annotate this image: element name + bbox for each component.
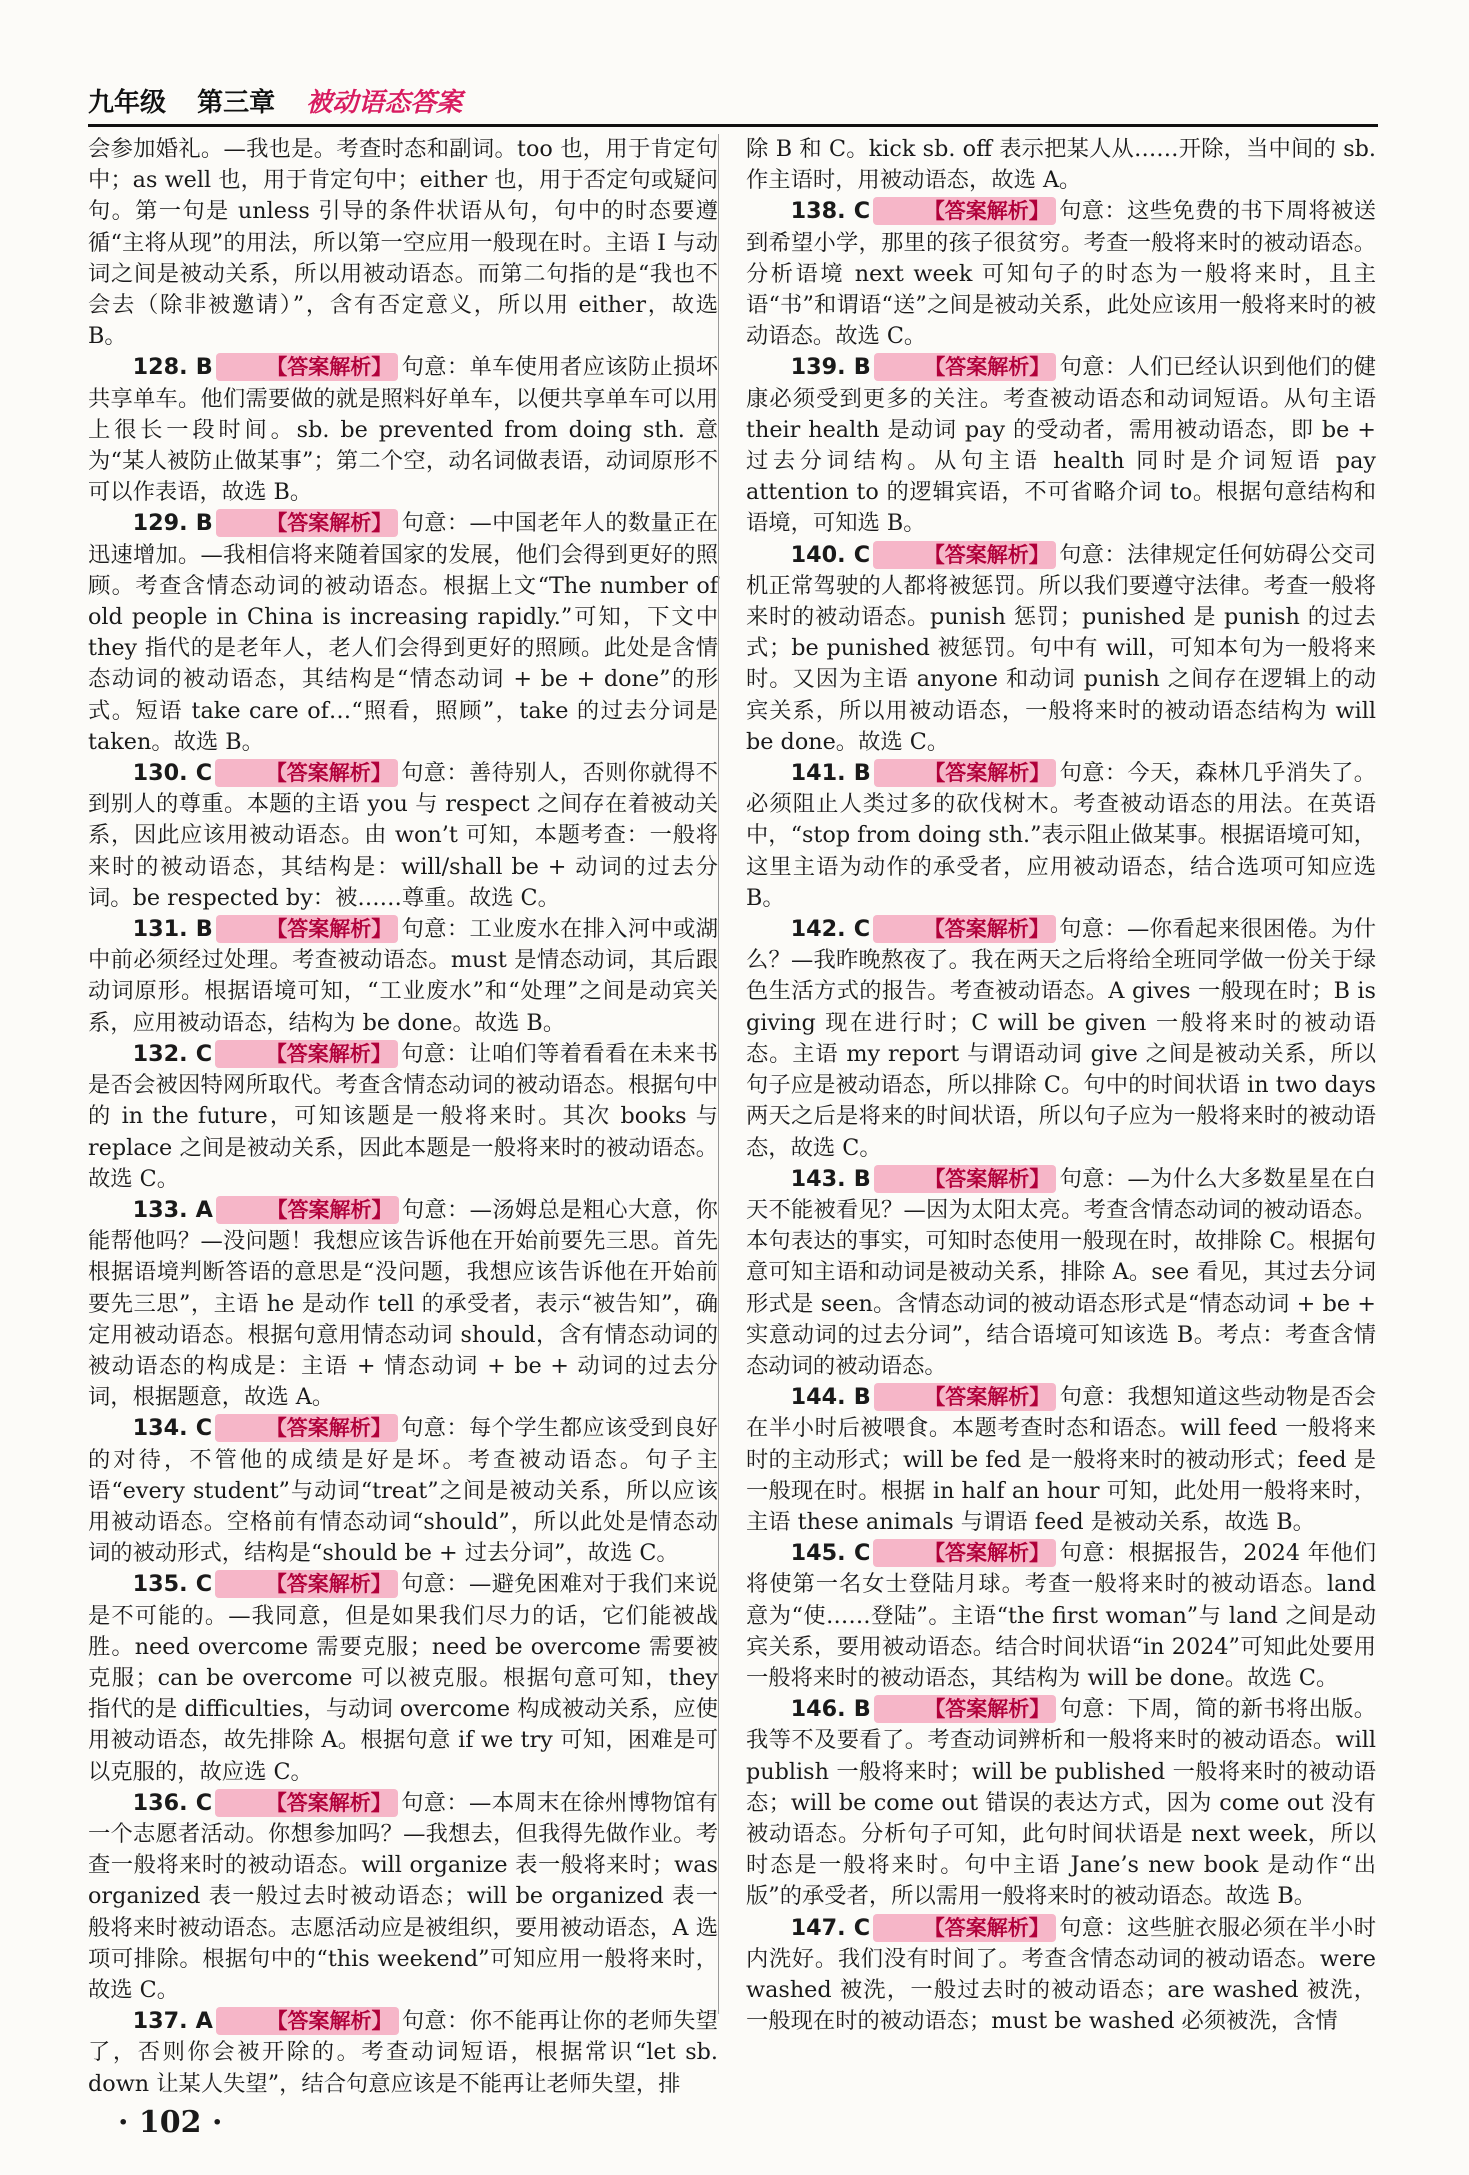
answer-analysis-tag: 【答案解析】 [873,197,1056,225]
question-number: 131. B [132,916,213,943]
answer-text: 句意：今天，森林几乎消失了。必须阻止人类过多的砍伐树木。考查被动语态的用法。在英语中，“stop from doing sth.”表示阻止做某事。根据语境可知，这里主语为动作的承受者，应用被动语态，结合选项可知应选 B。 [746,760,1376,911]
answer-text: 句意：善待别人，否则你就得不到别人的尊重。本题的主语 you 与 respect 之间存在着被动关系，因此应该用被动语态。由 won’t 可知，本题考查：一般将来时的被动语态，其结构是：will/shall be + 动词的过去分词。be respected by：被……尊重。故选 C。 [88,760,718,911]
answer-paragraph [746,540,1376,758]
answer-paragraph [88,1039,718,1195]
answer-text: 句意：工业废水在排入河中或湖中前必须经过处理。考查被动语态。must 是情态动词，其后跟动词原形。根据语境可知，“工业废水”和“处理”之间是动宾关系，应用被动语态，结构为 be done。故选 B。 [88,916,718,1036]
answer-paragraph [746,1913,1376,2038]
answer-paragraph [88,508,718,758]
answer-text: 句意：—避免困难对于我们来说是不可能的。—我同意，但是如果我们尽力的话，它们能被战胜。need overcome 需要克服；need be overcome 需要被克服；can be overcome 可以被克服。根据句意可知，they 指代的是 difficulties，与动词 overcome 构成被动关系，应使用被动语态，故先排除 A。根据句意 if we try 可知，困难是可以克服的，故应选 C。 [88,1571,718,1785]
question-number: 147. C [790,1914,871,1941]
answer-paragraph [88,134,718,352]
answer-text: 句意：每个学生都应该受到良好的对待，不管他的成绩是好是坏。考查被动语态。句子主语“every student”与动词“treat”之间是被动关系，所以应该用被动语态。空格前有情态动词“should”，所以此处是情态动词的被动形式，结构是“should be + 过去分词”，故选 C。 [88,1415,718,1567]
question-number: 140. C [790,541,871,568]
answer-analysis-tag: 【答案解析】 [215,1414,398,1442]
question-number: 141. B [790,760,871,787]
answer-text: 会参加婚礼。—我也是。考查时态和副词。too 也，用于肯定句中；as well 也，用于肯定句中；either 也，用于否定句或疑问句。第一句是 unless 引导的条件状语从句，句中的时态要遵循“主将从现”的用法，所以第一空应用一般现在时。主语 I 与动词之间是被动关系，所以用被动语态。而第二句指的是“我也不会去（除非被邀请）”，含有否定意义，所以用 either，故选 B。 [88,136,718,350]
answer-text: 句意：你不能再让你的老师失望了，否则你会被开除的。考查动词短语，根据常识“let sb. down 让某人失望”，结合句意应该是不能再让老师失望，排 [88,2008,718,2097]
answer-analysis-tag: 【答案解析】 [215,1570,398,1598]
answer-text: 句意：—汤姆总是粗心大意，你能帮他吗？—没问题！我想应该告诉他在开始前要先三思。首先根据语境判断答语的意思是“没问题，我想应该告诉他在开始前要先三思”，主语 he 是动作 tell 的承受者，表示“被告知”，确定用被动语态。根据句意用情态动词 should，含有情态动词的被动语态的构成是：主语 + 情态动词 + be + 动词的过去分词，根据题意，故选 A。 [88,1196,718,1411]
answer-paragraph [88,352,718,508]
question-number: 144. B [790,1384,871,1411]
answer-paragraph [746,914,1376,1164]
grade-label: 九年级 [88,88,167,118]
answer-paragraph [746,196,1376,352]
answer-text: 句意：我想知道这些动物是否会在半小时后被喂食。本题考查时态和语态。will feed 一般将来时的主动形式；will be fed 是一般将来时的被动形式；feed 是一般现在时。根据 in half an hour 可知，此处用一般将来时，主语 these animals 与谓语 feed 是被动关系，故选 B。 [746,1384,1376,1535]
answer-text: 句意：这些免费的书下周将被送到希望小学，那里的孩子很贫穷。考查一般将来时的被动语态。分析语境 next week 可知句子的时态为一般将来时，且主语“书”和谓语“送”之间是被动关系，此处应该用一般将来时的被动语态。故选 C。 [746,198,1376,350]
question-number: 133. A [132,1196,213,1223]
answer-text: 句意：单车使用者应该防止损坏共享单车。他们需要做的就是照料好单车，以便共享单车可以用上很长一段时间。sb. be prevented from doing sth. 意为“某人被防止做某事”；第二个空，动名词做表语，动词原形不可以作表语，故选 B。 [88,354,718,506]
answer-analysis-tag: 【答案解析】 [874,1695,1057,1723]
answer-paragraph [88,758,718,914]
question-number: 135. C [132,1571,213,1598]
question-number: 139. B [790,354,871,381]
question-number: 134. C [132,1415,213,1442]
answer-text: 除 B 和 C。kick sb. off 表示把某人从……开除，当中间的 sb. 作主语时，用被动语态，故选 A。 [746,136,1376,194]
answer-paragraph [746,352,1376,539]
answer-analysis-tag: 【答案解析】 [874,353,1057,381]
question-number: 136. C [132,1789,213,1816]
question-number: 129. B [132,510,213,537]
question-number: 137. A [132,2008,213,2035]
answer-analysis-tag: 【答案解析】 [873,1539,1056,1567]
answer-analysis-tag: 【答案解析】 [874,1383,1057,1411]
answer-paragraph [88,1413,718,1569]
answer-analysis-tag: 【答案解析】 [873,541,1056,569]
answer-text: 句意：—你看起来很困倦。为什么？—我昨晚熬夜了。我在两天之后将给全班同学做一份关于绿色生活方式的报告。考查被动语态。A gives 一般现在时；B is giving 现在进行时；C will be given 一般将来时的被动语态。主语 my report 与谓语动词 give 之间是被动关系，所以句子应是被动语态，所以排除 C。句中的时间状语 in two days 两天之后是将来的时间状语，所以句子应为一般将来时的被动语态，故选 C。 [746,916,1376,1161]
question-number: 142. C [790,916,871,943]
question-number: 145. C [790,1540,871,1567]
answer-analysis-tag: 【答案解析】 [216,2007,399,2035]
answer-paragraph [746,1382,1376,1538]
answer-paragraph [88,914,718,1039]
answer-analysis-tag: 【答案解析】 [873,1914,1056,1942]
answer-analysis-tag: 【答案解析】 [874,759,1057,787]
question-number: 132. C [132,1040,213,1067]
question-number: 146. B [790,1696,871,1723]
answer-analysis-tag: 【答案解析】 [874,1165,1057,1193]
answer-analysis-tag: 【答案解析】 [215,1789,398,1817]
page-number: · 102 · [118,2105,223,2140]
answer-text: 句意：—为什么大多数星星在白天不能被看见？—因为太阳太亮。考查含情态动词的被动语态。本句表达的事实，可知时态使用一般现在时，故排除 C。根据句意可知主语和动词是被动关系，排除 A。see 看见，其过去分词形式是 seen。含情态动词的被动语态形式是“情态动词 + be + 实意动词的过去分词”，结合语境可知该选 B。考点：考查含情态动词的被动语态。 [746,1165,1376,1379]
answer-text: 句意：—中国老年人的数量正在迅速增加。—我相信将来随着国家的发展，他们会得到更好的照顾。考查含情态动词的被动语态。根据上文“The number of old people in China is increasing rapidly.”可知，下文中 they 指代的是老年人，老人们会得到更好的照顾。此处是含情态动词的被动语态，其结构是“情态动词 + be + done”的形式。短语 take care of…“照看，照顾”，take 的过去分词是 taken。故选 B。 [88,510,718,755]
answer-text: 句意：让咱们等着看看在未来书是否会被因特网所取代。考查含情态动词的被动语态。根据句中的 in the future，可知该题是一般将来时。其次 books 与 replace 之间是被动关系，因此本题是一般将来时的被动语态。故选 C。 [88,1040,718,1192]
page-header [88,82,1378,122]
answer-analysis-tag: 【答案解析】 [216,509,399,537]
answer-text: 句意：这些脏衣服必须在半小时内洗好。我们没有时间了。考查含情态动词的被动语态。were washed 被洗，一般过去时的被动语态；are washed 被洗，一般现在时的被动语态；must be washed 必须被洗，含情 [746,1914,1376,2035]
answer-analysis-tag: 【答案解析】 [215,759,398,787]
answer-paragraph [746,1694,1376,1912]
answer-paragraph [746,1538,1376,1694]
answer-analysis-tag: 【答案解析】 [216,353,399,381]
answer-analysis-tag: 【答案解析】 [873,915,1056,943]
answer-text: 句意：人们已经认识到他们的健康必须受到更多的关注。考查被动语态和动词短语。从句主语 their health 是动词 pay 的受动者，需用被动语态，即 be + 过去分词结构。从句主语 health 同时是介词短语 pay attention to 的逻辑宾语，不可省略介词 to。根据句意结构和语境，可知选 B。 [746,354,1376,537]
chapter-label: 第三章 [197,88,276,118]
column-divider [718,134,719,2014]
answer-paragraph [88,1569,718,1787]
answer-text: 句意：法律规定任何妨碍公交司机正常驾驶的人都将被惩罚。所以我们要遵守法律。考查一般将来时的被动语态。punish 惩罚；punished 是 punish 的过去式；be punished 被惩罚。句中有 will，可知本句为一般将来时。又因为主语 anyone 和动词 punish 之间存在逻辑上的动宾关系，所以用被动语态，一般将来时的被动语态结构为 will be done。故选 C。 [746,541,1376,755]
answer-text: 句意：根据报告，2024 年他们将使第一名女士登陆月球。考查一般将来时的被动语态。land 意为“使……登陆”。主语“the first woman”与 land 之间是动宾关系，要用被动语态。结合时间状语“in 2024”可知此处要用一般将来时的被动语态，其结构为 will be done。故选 C。 [746,1540,1377,1691]
answer-text: 句意：下周，简的新书将出版。我等不及要看了。考查动词辨析和一般将来时的被动语态。will publish 一般将来时；will be published 一般将来时的被动语态；will be come out 错误的表达方式，因为 come out 没有被动语态。分析句子可知，此句时间状语是 next week，所以时态是一般将来时。句中主语 Jane’s new book 是动作“出版”的承受者，所以需用一般将来时的被动语态。故选 B。 [746,1696,1376,1910]
answer-paragraph [746,134,1376,196]
answer-paragraph [88,2006,718,2100]
question-number: 138. C [790,198,871,225]
answer-analysis-tag: 【答案解析】 [216,1196,399,1224]
question-number: 143. B [790,1165,871,1192]
answer-analysis-tag: 【答案解析】 [216,915,399,943]
answer-paragraph [88,1195,718,1413]
answer-analysis-tag: 【答案解析】 [215,1040,398,1068]
chapter-subtitle: 被动语态答案 [306,88,463,118]
left-column [88,134,718,2100]
answer-text: 句意：—本周末在徐州博物馆有一个志愿者活动。你想参加吗？—我想去，但我得先做作业。考查一般将来时的被动语态。will organize 表一般将来时；was organized 表一般过去时被动语态；will be organized 表一般将来时被动语态。志愿活动应是被组织，要用被动语态，A 选项可排除。根据句中的“this weekend”可知应用一般将来时，故选 C。 [88,1789,718,2003]
right-column [746,134,1376,2037]
answer-paragraph [88,1788,718,2006]
answer-paragraph [746,1164,1376,1382]
question-number: 130. C [132,760,213,787]
header-rule [88,124,1378,127]
question-number: 128. B [132,354,213,381]
answer-paragraph [746,758,1376,914]
